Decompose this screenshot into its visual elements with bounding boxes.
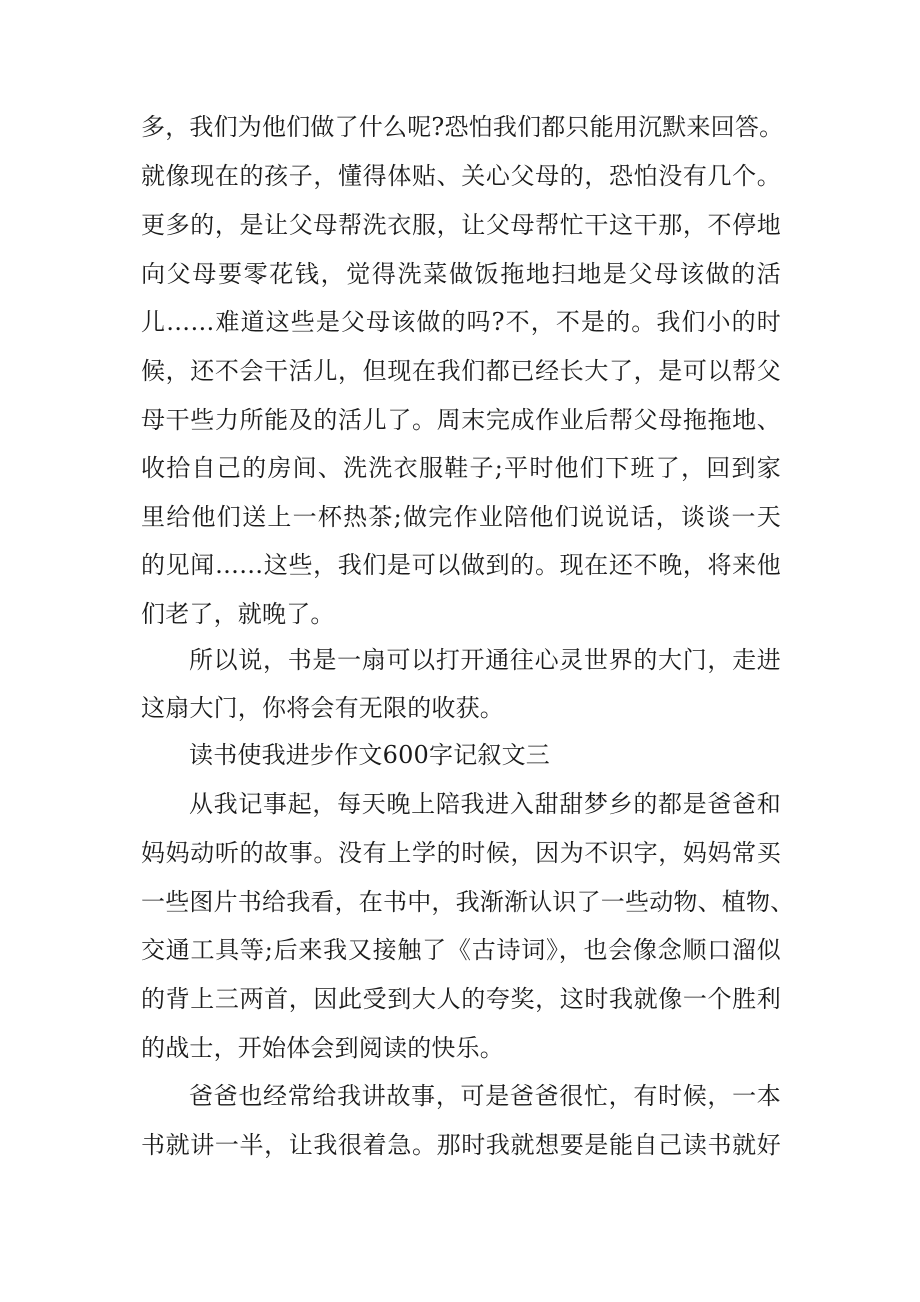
text-line: 更多的，是让父母帮洗衣服，让父母帮忙干这干那，不停地 [141,211,781,239]
text-line: 这扇大门，你将会有无限的收获。 [141,694,504,722]
text-line: 的战士，开始体会到阅读的快乐。 [141,1034,504,1062]
text-line: 妈妈动听的故事。没有上学的时候，因为不识字，妈妈常买 [141,839,781,867]
text-line: 就像现在的孩子，懂得体贴、关心父母的，恐怕没有几个。 [141,162,781,190]
paragraph-first-line: 所以说，书是一扇可以打开通往心灵世界的大门，走进 [189,646,781,674]
text-line: 的见闻……这些，我们是可以做到的。现在还不晚，将来他 [141,551,781,579]
text-line: 里给他们送上一杯热茶;做完作业陪他们说说话，谈谈一天 [141,503,781,531]
text-line: 母干些力所能及的活儿了。周末完成作业后帮父母拖拖地、 [141,406,781,434]
paragraph-first-line: 爸爸也经常给我讲故事，可是爸爸很忙，有时候，一本 [189,1082,781,1110]
text-line: 多，我们为他们做了什么呢?恐怕我们都只能用沉默来回答。 [141,113,784,141]
text-line: 候，还不会干活儿，但现在我们都已经长大了，是可以帮父 [141,357,781,385]
text-line: 们老了，就晚了。 [141,600,335,628]
text-line: 收拾自己的房间、洗洗衣服鞋子;平时他们下班了，回到家 [141,454,781,482]
text-line: 书就讲一半，让我很着急。那时我就想要是能自己读书就好 [141,1131,781,1159]
paragraph-first-line: 从我记事起，每天晚上陪我进入甜甜梦乡的都是爸爸和 [189,790,781,818]
text-line: 一些图片书给我看，在书中，我渐渐认识了一些动物、植物、 [141,888,795,916]
text-line: 儿……难道这些是父母该做的吗?不，不是的。我们小的时 [141,308,781,336]
text-line: 交通工具等;后来我又接触了《古诗词》，也会像念顺口溜似 [141,936,781,964]
text-line: 向父母要零花钱，觉得洗菜做饭拖地扫地是父母该做的活 [141,260,781,288]
section-heading: 读书使我进步作文600字记叙文三 [189,741,551,769]
text-line: 的背上三两首，因此受到大人的夸奖，这时我就像一个胜利 [141,985,781,1013]
